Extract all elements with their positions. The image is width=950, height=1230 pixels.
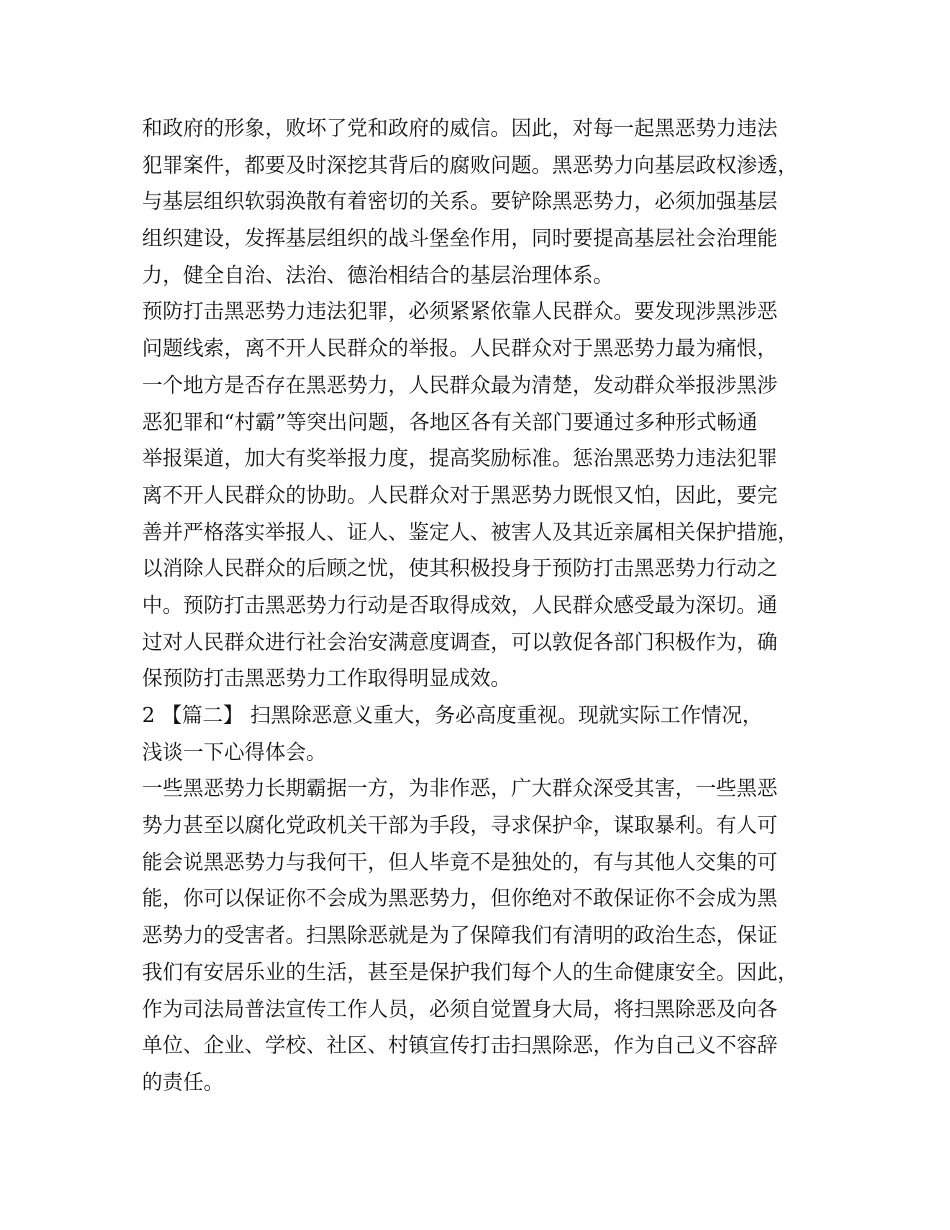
- text-line: 一些黑恶势力长期霸据一方，为非作恶，广大群众深受其害，一些黑恶: [142, 776, 778, 801]
- text-line: 组织建设，发挥基层组织的战斗堡垒作用，同时要提高基层社会治理能: [142, 226, 778, 251]
- text-line: 恶犯罪和“村霸”等突出问题，各地区各有关部门要通过多种形式畅通: [142, 409, 758, 434]
- text-line: 势力甚至以腐化党政机关干部为手段，寻求保护伞，谋取暴利。有人可: [142, 813, 778, 838]
- text-line: 力，健全自治、法治、德治相结合的基层治理体系。: [142, 262, 614, 287]
- text-line: 我们有安居乐业的生活，甚至是保护我们每个人的生命健康安全。因此，: [142, 959, 798, 984]
- text-line: 举报渠道，加大有奖举报力度，提高奖励标准。惩治黑恶势力违法犯罪: [142, 446, 778, 471]
- text-line: 善并严格落实举报人、证人、鉴定人、被害人及其近亲属相关保护措施，: [142, 519, 798, 544]
- text-line: 离不开人民群众的协助。人民群众对于黑恶势力既恨又怕，因此，要完: [142, 482, 778, 507]
- text-line: 以消除人民群众的后顾之忧，使其积极投身于预防打击黑恶势力行动之: [142, 556, 778, 581]
- text-line: 单位、企业、学校、社区、村镇宣传打击扫黑除恶，作为自己义不容辞: [142, 1033, 778, 1058]
- text-line: 和政府的形象，败坏了党和政府的威信。因此，对每一起黑恶势力违法: [142, 116, 778, 140]
- text-line: 能会说黑恶势力与我何干，但人毕竟不是独处的，有与其他人交集的可: [142, 849, 778, 874]
- text-line: 预防打击黑恶势力违法犯罪，必须紧紧依靠人民群众。要发现涉黑涉恶: [142, 299, 778, 324]
- document-body: [142, 110, 822, 1101]
- text-line: 犯罪案件，都要及时深挖其背后的腐败问题。黑恶势力向基层政权渗透，: [142, 152, 798, 177]
- text-line: 保预防打击黑恶势力工作取得明显成效。: [142, 666, 511, 691]
- text-line: 恶势力的受害者。扫黑除恶就是为了保障我们有清明的政治生态，保证: [142, 923, 778, 948]
- text-line: 中。预防打击黑恶势力行动是否取得成效，人民群众感受最为深切。通: [142, 592, 778, 617]
- section-heading-line: 2 【篇二】 扫黑除恶意义重大，务必高度重视。现就实际工作情况，: [142, 703, 763, 727]
- text-line: 浅谈一下心得体会。: [142, 739, 327, 764]
- text-line: 过对人民群众进行社会治安满意度调查，可以敦促各部门积极作为，确: [142, 629, 778, 654]
- text-line: 与基层组织软弱涣散有着密切的关系。要铲除黑恶势力，必须加强基层: [142, 189, 778, 214]
- text-line: 能，你可以保证你不会成为黑恶势力，但你绝对不敢保证你不会成为黑: [142, 886, 778, 911]
- text-line: 的责任。: [142, 1069, 224, 1094]
- text-line: 问题线索，离不开人民群众的举报。人民群众对于黑恶势力最为痛恨，: [142, 336, 778, 361]
- text-line: 一个地方是否存在黑恶势力，人民群众最为清楚，发动群众举报涉黑涉: [142, 372, 778, 397]
- text-line: 作为司法局普法宣传工作人员，必须自觉置身大局，将扫黑除恶及向各: [142, 996, 778, 1021]
